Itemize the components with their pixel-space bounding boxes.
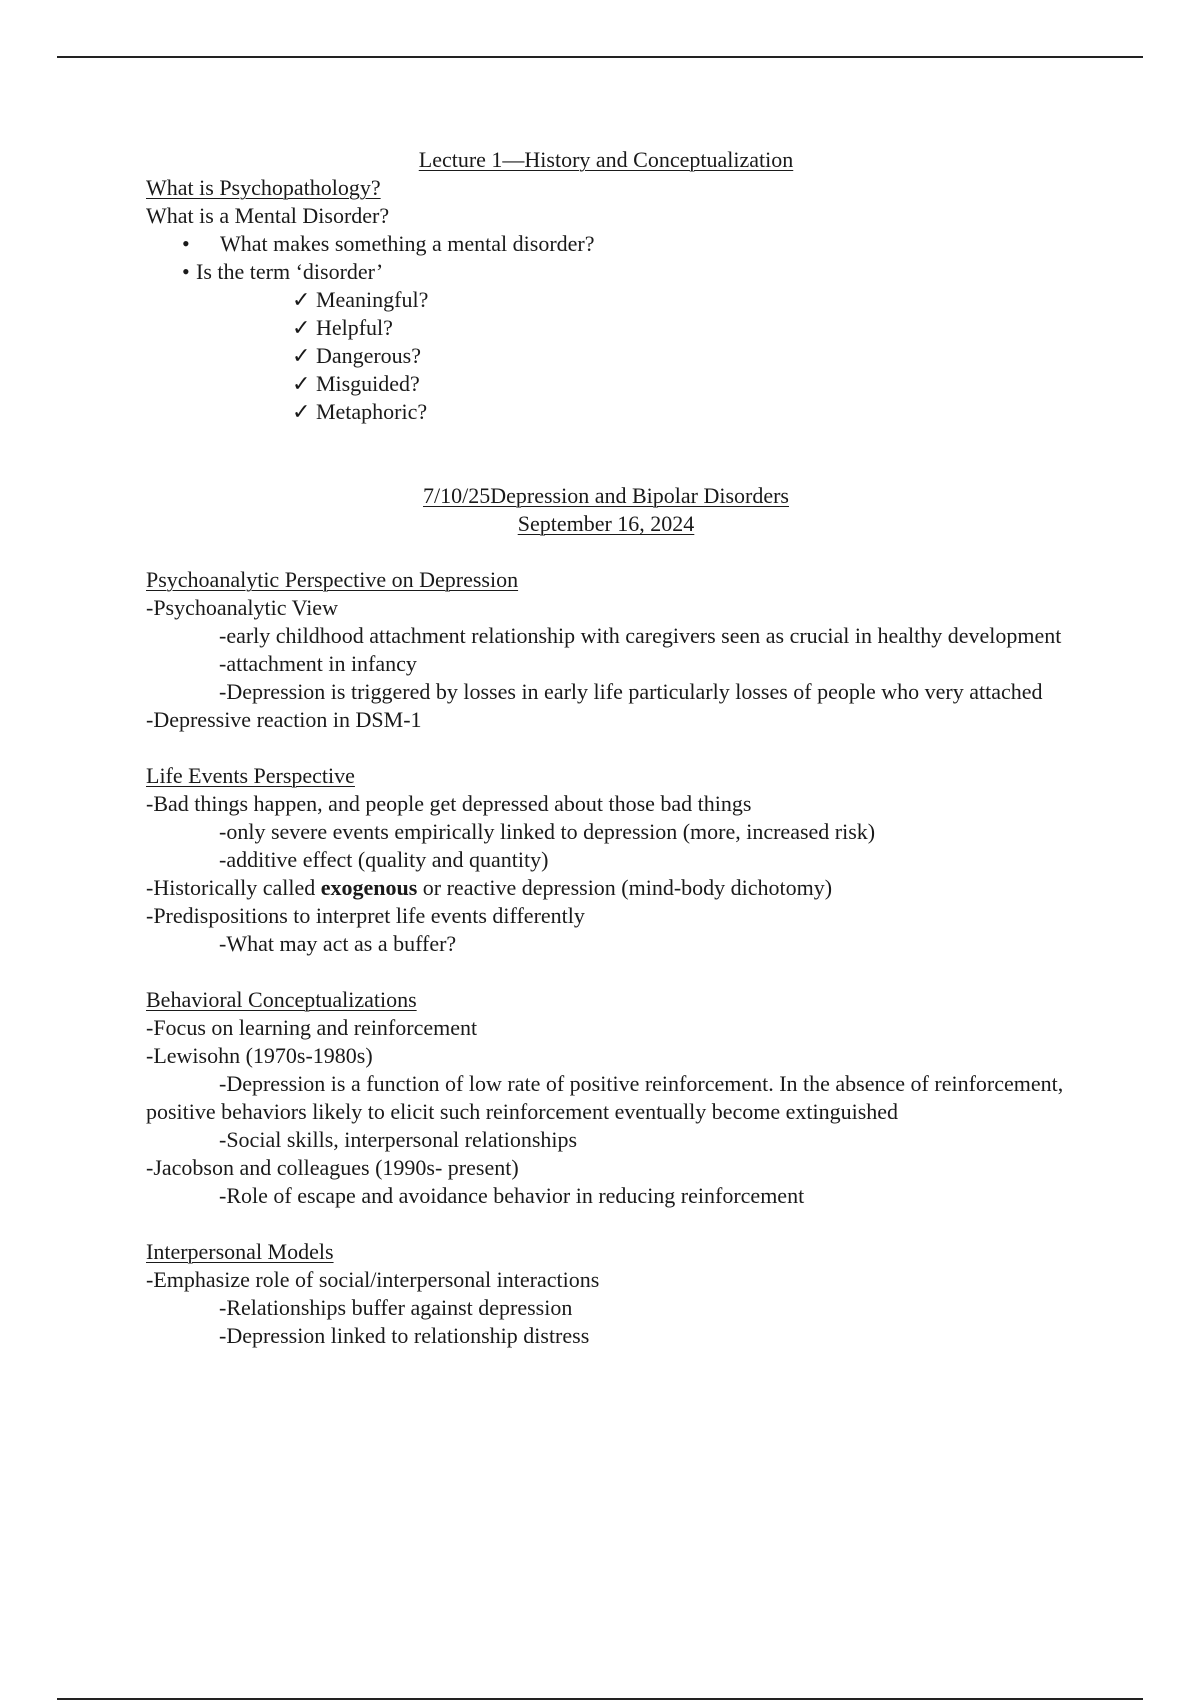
check-item: ✓ Dangerous? <box>292 343 422 368</box>
note-line: -Predispositions to interpret life events differently <box>146 903 585 928</box>
mental-disorder-question: What is a Mental Disorder? <box>146 203 390 228</box>
depression-title: 7/10/25Depression and Bipolar Disorders <box>423 483 789 508</box>
bullet-icon: • <box>182 231 190 256</box>
note-line: -Emphasize role of social/interpersonal interactions <box>146 1267 600 1292</box>
spacer <box>146 958 1066 986</box>
note-line: -Jacobson and colleagues (1990s- present) <box>146 1155 519 1180</box>
checkmark-icon: ✓ <box>292 315 311 340</box>
note-line: -attachment in infancy <box>219 651 417 676</box>
note-line: -Role of escape and avoidance behavior in reducing reinforcement <box>219 1183 805 1208</box>
interpersonal-heading: Interpersonal Models <box>146 1239 334 1264</box>
note-line: -What may act as a buffer? <box>219 931 457 956</box>
spacer <box>146 734 1066 762</box>
psychopathology-heading: What is Psychopathology? <box>146 175 381 200</box>
note-line: -Depression is a function of low rate of positive reinforcement. In the absence of reinforcement, positive behaviors likely to elicit such reinforcement eventually become extinguished <box>146 1071 1069 1124</box>
check-item: ✓ Metaphoric? <box>292 399 428 424</box>
note-line: -Depression linked to relationship distress <box>219 1323 590 1348</box>
checkmark-icon: ✓ <box>292 399 311 424</box>
spacer <box>146 1210 1066 1238</box>
check-item: ✓ Misguided? <box>292 371 420 396</box>
bullet-text: Is the term ‘disorder’ <box>196 259 384 284</box>
note-line: -Historically called exogenous or reactive depression (mind-body dichotomy) <box>146 875 833 900</box>
lecture1-title: Lecture 1—History and Conceptualization <box>418 147 794 172</box>
bullet-icon: • <box>182 259 190 284</box>
behavioral-heading: Behavioral Conceptualizations <box>146 987 417 1012</box>
emphasis-term: exogenous <box>320 875 418 900</box>
note-line: -Lewisohn (1970s-1980s) <box>146 1043 373 1068</box>
note-line: -Psychoanalytic View <box>146 595 338 620</box>
bullet-item <box>146 230 1066 258</box>
check-item: ✓ Meaningful? <box>292 287 429 312</box>
note-line: -Social skills, interpersonal relationships <box>219 1127 578 1152</box>
top-rule <box>57 56 1143 58</box>
life-events-heading: Life Events Perspective <box>146 763 355 788</box>
checkmark-icon: ✓ <box>292 287 311 312</box>
note-line: -Relationships buffer against depression <box>219 1295 573 1320</box>
document-page <box>146 146 1069 1350</box>
psychoanalytic-heading: Psychoanalytic Perspective on Depression <box>146 567 519 592</box>
spacer <box>146 538 1066 566</box>
lecture-date: September 16, 2024 <box>517 511 695 536</box>
note-line: -only severe events empirically linked to depression (more, increased risk) <box>219 819 876 844</box>
spacer <box>146 426 1066 482</box>
note-line: -Depression is triggered by losses in early life particularly losses of people who very attached <box>219 679 1043 704</box>
note-line: -Bad things happen, and people get depressed about those bad things <box>146 791 752 816</box>
check-item: ✓ Helpful? <box>292 315 393 340</box>
note-line: -additive effect (quality and quantity) <box>219 847 549 872</box>
checkmark-icon: ✓ <box>292 371 311 396</box>
note-line: -Depressive reaction in DSM-1 <box>146 707 422 732</box>
note-line: -early childhood attachment relationship with caregivers seen as crucial in healthy development <box>219 623 1062 648</box>
bullet-item <box>146 258 1066 286</box>
checkmark-icon: ✓ <box>292 343 311 368</box>
note-line: -Focus on learning and reinforcement <box>146 1015 478 1040</box>
bullet-text: What makes something a mental disorder? <box>220 231 595 256</box>
